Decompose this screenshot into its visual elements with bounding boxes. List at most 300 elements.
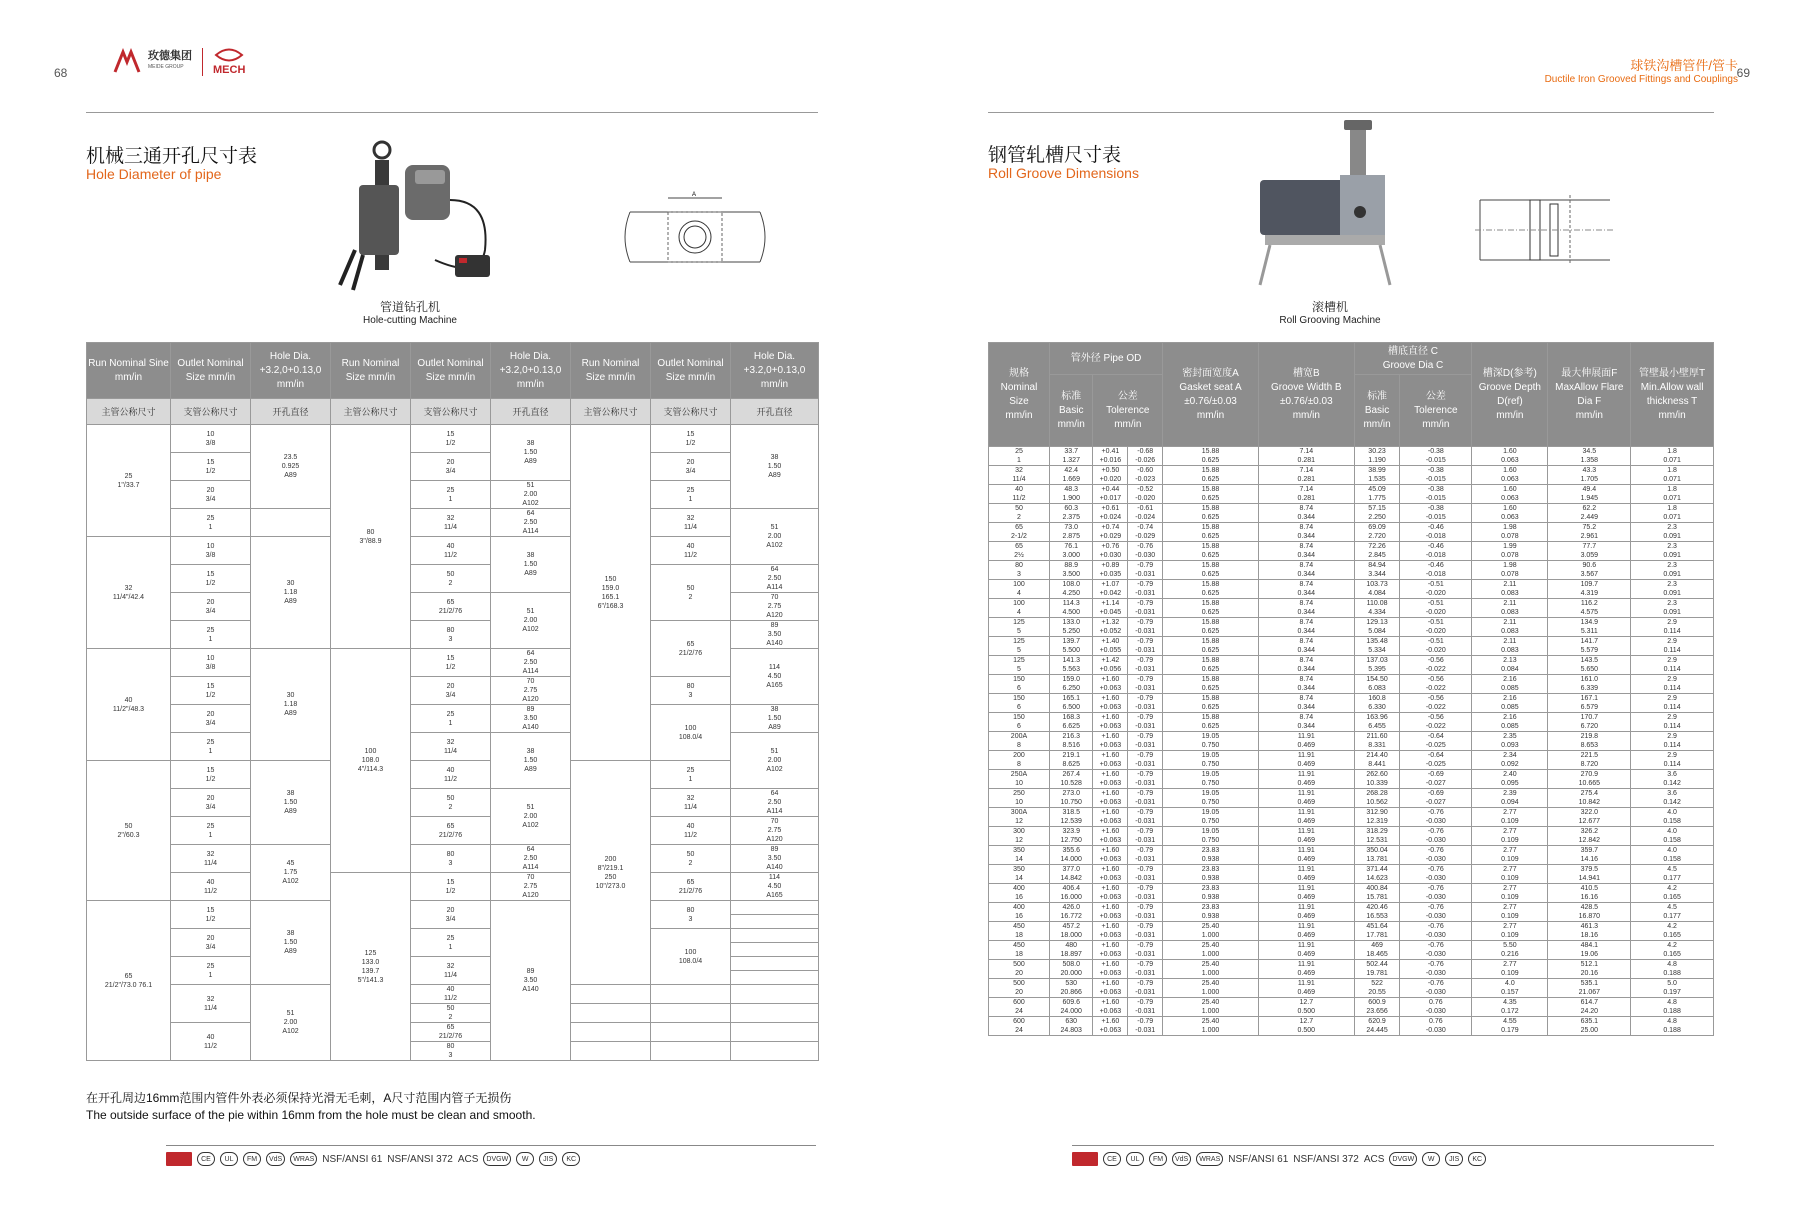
table-row xyxy=(989,580,1714,599)
left-header-0: Run Nominal Sine mm/in xyxy=(87,343,171,399)
table-cell: 64 2.50 A114 xyxy=(731,789,819,817)
cert-w-icon: W xyxy=(516,1152,534,1166)
table-cell: 15.88 0.625 xyxy=(1163,656,1259,675)
table-cell: 15.88 0.625 xyxy=(1163,542,1259,561)
col-c-basic: 标准 Basic mm/in xyxy=(1354,375,1400,447)
brand-en-small: MEIDE GROUP xyxy=(148,64,184,70)
table-cell: +1.60 +0.063 xyxy=(1093,941,1128,960)
table-cell xyxy=(651,1023,731,1042)
table-cell: 163.96 6.455 xyxy=(1354,713,1400,732)
table-cell: 50 2 xyxy=(411,789,491,817)
table-cell: +1.60 +0.063 xyxy=(1093,884,1128,903)
table-cell: 2.16 0.085 xyxy=(1472,694,1548,713)
table-cell: 103.73 4.084 xyxy=(1354,580,1400,599)
cert-nsf-ansi-372-icon: NSF/ANSI 372 xyxy=(387,1153,453,1165)
table-cell: 2.9 0.114 xyxy=(1631,694,1714,713)
table-cell: +1.60 +0.063 xyxy=(1093,846,1128,865)
table-cell: 2.35 0.093 xyxy=(1472,732,1548,751)
cert-ul-icon: UL xyxy=(220,1152,238,1166)
table-cell: 4.5 0.177 xyxy=(1631,903,1714,922)
table-cell: +1.60 +0.063 xyxy=(1093,979,1128,998)
table-cell: 400.84 15.781 xyxy=(1354,884,1400,903)
table-row xyxy=(87,509,819,523)
table-cell: +1.07 +0.042 xyxy=(1093,580,1128,599)
table-cell: 7.14 0.281 xyxy=(1258,485,1354,504)
table-cell: -0.64 -0.025 xyxy=(1400,751,1472,770)
table-cell: 4.8 0.188 xyxy=(1631,960,1714,979)
table-cell: 159.0 6.250 xyxy=(1049,675,1093,694)
section-header-zh: 球铁沟槽管件/管卡 xyxy=(1630,58,1738,73)
table-cell: -0.79 -0.031 xyxy=(1128,675,1163,694)
table-cell: 11.91 0.469 xyxy=(1258,751,1354,770)
table-row xyxy=(87,845,819,859)
left-subheader-1: 支管公称尺寸 xyxy=(171,399,251,425)
table-cell: 150 159.0 165.1 6"/168.3 xyxy=(571,425,651,761)
table-cell: 371.44 14.623 xyxy=(1354,865,1400,884)
table-cell: +1.60 +0.063 xyxy=(1093,675,1128,694)
table-cell: 32 11/4 xyxy=(171,845,251,873)
table-cell: 2.9 0.114 xyxy=(1631,713,1714,732)
table-cell: 250A 10 xyxy=(989,770,1050,789)
table-cell: -0.76 -0.030 xyxy=(1400,865,1472,884)
table-cell: -0.76 -0.030 xyxy=(1400,884,1472,903)
table-cell xyxy=(251,509,331,537)
left-subheader-2: 开孔直径 xyxy=(251,399,331,425)
left-header-5: Hole Dia. +3.2,0+0.13,0 mm/in xyxy=(491,343,571,399)
table-cell: 10 3/8 xyxy=(171,425,251,453)
table-cell: +0.50 +0.020 xyxy=(1093,466,1128,485)
table-cell: 600 24 xyxy=(989,998,1050,1017)
table-cell: 160.8 6.330 xyxy=(1354,694,1400,713)
table-cell xyxy=(651,1042,731,1061)
table-cell: 11.91 0.469 xyxy=(1258,922,1354,941)
table-cell: 168.3 6.625 xyxy=(1049,713,1093,732)
table-cell: 20 3/4 xyxy=(411,901,491,929)
table-cell: 273.0 10.750 xyxy=(1049,789,1093,808)
table-cell: 267.4 10.528 xyxy=(1049,770,1093,789)
table-row xyxy=(989,751,1714,770)
table-cell: 2.77 0.109 xyxy=(1472,846,1548,865)
table-cell: 2.77 0.109 xyxy=(1472,865,1548,884)
table-cell: 50 2 xyxy=(411,565,491,593)
table-cell: 64 2.50 A114 xyxy=(491,845,571,873)
table-cell: 43.3 1.705 xyxy=(1548,466,1631,485)
table-cell: -0.60 -0.023 xyxy=(1128,466,1163,485)
table-cell: 25.40 1.000 xyxy=(1163,979,1259,998)
table-cell: 65 21/2"/73.0 76.1 xyxy=(87,901,171,1061)
cert-acs-icon: ACS xyxy=(1363,1153,1385,1165)
table-row xyxy=(989,922,1714,941)
table-cell xyxy=(731,1004,819,1023)
table-cell: 1.60 0.063 xyxy=(1472,447,1548,466)
table-cell: 20 3/4 xyxy=(171,929,251,957)
table-cell: 165.1 6.500 xyxy=(1049,694,1093,713)
brand-cn: 玫德集团 xyxy=(148,50,192,62)
table-cell: 8.74 0.344 xyxy=(1258,713,1354,732)
table-cell: 426.0 16.772 xyxy=(1049,903,1093,922)
table-cell: +0.44 +0.017 xyxy=(1093,485,1128,504)
table-cell: 323.9 12.750 xyxy=(1049,827,1093,846)
table-cell: 80 3 xyxy=(411,1042,491,1061)
page-number-left: 68 xyxy=(54,66,68,80)
table-cell: 32 11/4 xyxy=(651,509,731,537)
table-cell: 114.3 4.500 xyxy=(1049,599,1093,618)
table-cell: 65 21/2/76 xyxy=(651,621,731,677)
table-cell: 5.0 0.197 xyxy=(1631,979,1714,998)
table-cell: 214.40 8.441 xyxy=(1354,751,1400,770)
table-cell: -0.74 -0.029 xyxy=(1128,523,1163,542)
cert-strip-left xyxy=(166,1152,580,1166)
table-cell: 2.77 0.109 xyxy=(1472,903,1548,922)
table-cell: 80 3 xyxy=(411,845,491,873)
table-cell: 25 1 xyxy=(411,705,491,733)
table-cell: 34.5 1.358 xyxy=(1548,447,1631,466)
table-cell: 32 11/4 xyxy=(989,466,1050,485)
table-cell: 23.5 0.925 A89 xyxy=(251,425,331,509)
table-cell: -0.76 -0.030 xyxy=(1400,979,1472,998)
table-row xyxy=(989,504,1714,523)
table-cell: 11.91 0.469 xyxy=(1258,979,1354,998)
left-subheader-8: 开孔直径 xyxy=(731,399,819,425)
table-cell: 150 6 xyxy=(989,713,1050,732)
table-cell: 600.9 23.656 xyxy=(1354,998,1400,1017)
table-cell: -0.76 -0.030 xyxy=(1400,941,1472,960)
table-cell: 15 1/2 xyxy=(411,873,491,901)
table-cell: 25 1 xyxy=(411,929,491,957)
table-cell: 8.74 0.344 xyxy=(1258,542,1354,561)
table-cell: 221.5 8.720 xyxy=(1548,751,1631,770)
table-cell: 318.5 12.539 xyxy=(1049,808,1093,827)
cert-fm-icon: FM xyxy=(1149,1152,1167,1166)
table-row xyxy=(989,732,1714,751)
table-cell: +1.60 +0.063 xyxy=(1093,998,1128,1017)
table-cell: 20 3/4 xyxy=(411,677,491,705)
table-cell: 64 2.50 A114 xyxy=(491,649,571,677)
table-cell: 326.2 12.842 xyxy=(1548,827,1631,846)
table-cell: 4.0 0.158 xyxy=(1631,846,1714,865)
table-cell: 7.14 0.281 xyxy=(1258,447,1354,466)
table-cell: 42.4 1.669 xyxy=(1049,466,1093,485)
table-cell: 40 11/2 xyxy=(651,537,731,565)
table-cell: 11.91 0.469 xyxy=(1258,903,1354,922)
table-cell: -0.76 -0.030 xyxy=(1128,542,1163,561)
table-cell: 11.91 0.469 xyxy=(1258,789,1354,808)
table-cell: 2.77 0.109 xyxy=(1472,884,1548,903)
table-cell: 25 1 xyxy=(411,481,491,509)
left-header-1: Outlet Nominal Size mm/in xyxy=(171,343,251,399)
table-cell: 15.88 0.625 xyxy=(1163,713,1259,732)
table-row xyxy=(87,901,819,915)
table-cell: 4.5 0.177 xyxy=(1631,865,1714,884)
table-cell: 75.2 2.961 xyxy=(1548,523,1631,542)
table-cell: 2.3 0.091 xyxy=(1631,523,1714,542)
table-cell: 268.28 10.562 xyxy=(1354,789,1400,808)
table-cell: 15.88 0.625 xyxy=(1163,523,1259,542)
table-row xyxy=(87,565,819,579)
table-cell: 25 1 xyxy=(171,509,251,537)
table-row xyxy=(989,713,1714,732)
table-cell: 25 1 xyxy=(651,481,731,509)
table-cell: 216.3 8.516 xyxy=(1049,732,1093,751)
table-cell: +1.40 +0.055 xyxy=(1093,637,1128,656)
table-cell: 69.09 2.720 xyxy=(1354,523,1400,542)
table-cell: 65 21/2/76 xyxy=(411,817,491,845)
table-row xyxy=(989,618,1714,637)
table-cell: 11.91 0.469 xyxy=(1258,827,1354,846)
table-cell: +1.32 +0.052 xyxy=(1093,618,1128,637)
table-row xyxy=(989,770,1714,789)
table-cell: 480 18.897 xyxy=(1049,941,1093,960)
cert-nsf-ansi-61-icon: NSF/ANSI 61 xyxy=(322,1153,383,1165)
left-header-6: Run Nominal Size mm/in xyxy=(571,343,651,399)
table-cell: 4.35 0.172 xyxy=(1472,998,1548,1017)
table-cell: 30 1.18 A89 xyxy=(251,537,331,649)
table-cell xyxy=(571,1023,651,1042)
machine-caption-en: Hole-cutting Machine xyxy=(363,315,457,326)
table-cell: 11.91 0.469 xyxy=(1258,941,1354,960)
table-cell: -0.52 -0.020 xyxy=(1128,485,1163,504)
table-cell: -0.51 -0.020 xyxy=(1400,637,1472,656)
table-cell: -0.79 -0.031 xyxy=(1128,770,1163,789)
table-cell: 219.1 8.625 xyxy=(1049,751,1093,770)
table-cell: 15 1/2 xyxy=(171,677,251,705)
table-cell: 25.40 1.000 xyxy=(1163,998,1259,1017)
table-cell: -0.79 -0.031 xyxy=(1128,713,1163,732)
cert-vds-icon: VdS xyxy=(1172,1152,1191,1166)
table-cell: 0.76 -0.030 xyxy=(1400,998,1472,1017)
table-cell: 134.9 5.311 xyxy=(1548,618,1631,637)
table-cell: -0.79 -0.031 xyxy=(1128,846,1163,865)
table-cell: 500 20 xyxy=(989,979,1050,998)
table-cell: 33.7 1.327 xyxy=(1049,447,1093,466)
table-cell: -0.79 -0.031 xyxy=(1128,903,1163,922)
hole-diagram xyxy=(620,190,770,280)
table-cell: -0.79 -0.031 xyxy=(1128,694,1163,713)
table-cell: 8.74 0.344 xyxy=(1258,694,1354,713)
table-cell: 143.5 5.650 xyxy=(1548,656,1631,675)
mech-logo-icon xyxy=(214,48,244,62)
table-cell: 65 21/2/76 xyxy=(411,1023,491,1042)
table-cell: 15.88 0.625 xyxy=(1163,466,1259,485)
table-cell: 40 11/2 xyxy=(411,985,491,1004)
table-row xyxy=(87,677,819,691)
table-row xyxy=(87,537,819,551)
table-cell: 90.6 3.567 xyxy=(1548,561,1631,580)
table-cell: 50 2 xyxy=(651,565,731,621)
table-cell: 4.0 0.157 xyxy=(1472,979,1548,998)
cert-kc-icon: KC xyxy=(562,1152,580,1166)
table-cell: 2.9 0.114 xyxy=(1631,732,1714,751)
cert-strip-right xyxy=(1072,1152,1486,1166)
table-cell: 20 3/4 xyxy=(411,453,491,481)
right-page xyxy=(900,0,1800,1221)
groove-diagram xyxy=(1470,190,1620,270)
table-cell: 1.98 0.078 xyxy=(1472,523,1548,542)
table-cell: 89 3.50 A140 xyxy=(731,845,819,873)
table-cell: +1.60 +0.063 xyxy=(1093,960,1128,979)
table-cell: 2.9 0.114 xyxy=(1631,675,1714,694)
table-cell: -0.69 -0.027 xyxy=(1400,789,1472,808)
table-cell xyxy=(571,985,651,1004)
table-cell: -0.61 -0.024 xyxy=(1128,504,1163,523)
table-row xyxy=(989,941,1714,960)
table-cell: 318.29 12.531 xyxy=(1354,827,1400,846)
table-cell: +1.60 +0.063 xyxy=(1093,922,1128,941)
table-cell: 11.91 0.469 xyxy=(1258,960,1354,979)
table-cell: 40 11/2 xyxy=(411,537,491,565)
table-cell: 80 3 xyxy=(651,901,731,929)
hole-cutting-machine-photo xyxy=(335,140,505,295)
left-subheader-4: 支管公称尺寸 xyxy=(411,399,491,425)
table-cell xyxy=(651,1004,731,1023)
table-cell: 461.3 18.16 xyxy=(1548,922,1631,941)
table-cell: 32 11/4 xyxy=(171,985,251,1023)
table-cell: 15.88 0.625 xyxy=(1163,580,1259,599)
brand-mech: MECH xyxy=(213,64,246,76)
table-cell: 8.74 0.344 xyxy=(1258,561,1354,580)
table-cell: 23.83 0.938 xyxy=(1163,865,1259,884)
machine-caption-zh: 管道钻孔机 xyxy=(379,300,440,314)
table-cell: 154.50 6.083 xyxy=(1354,675,1400,694)
cert-nsf-ansi-61-icon: NSF/ANSI 61 xyxy=(1228,1153,1289,1165)
table-cell: 428.5 16.870 xyxy=(1548,903,1631,922)
table-cell xyxy=(731,985,819,1004)
table-cell: 379.5 14.941 xyxy=(1548,865,1631,884)
table-cell: 2.34 0.092 xyxy=(1472,751,1548,770)
table-cell: +1.60 +0.063 xyxy=(1093,694,1128,713)
cert-nsf-ansi-372-icon: NSF/ANSI 372 xyxy=(1293,1153,1359,1165)
table-row xyxy=(989,1017,1714,1036)
table-cell: 38 1.50 A89 xyxy=(251,761,331,845)
table-cell: 15.88 0.625 xyxy=(1163,599,1259,618)
table-cell: 15.88 0.625 xyxy=(1163,447,1259,466)
table-cell: 40 11/2 xyxy=(171,873,251,901)
left-header-8: Hole Dia. +3.2,0+0.13,0 mm/in xyxy=(731,343,819,399)
table-cell: 38 1.50 A89 xyxy=(491,425,571,481)
machine-caption-zh-right: 滚槽机 xyxy=(1311,300,1348,314)
table-cell: 23.83 0.938 xyxy=(1163,903,1259,922)
left-subheader-6: 主管公称尺寸 xyxy=(571,399,651,425)
table-cell xyxy=(731,1023,819,1042)
table-cell: 40 11/2"/48.3 xyxy=(87,649,171,761)
table-cell: 40 11/2 xyxy=(989,485,1050,504)
table-cell: -0.51 -0.020 xyxy=(1400,599,1472,618)
table-cell: -0.56 -0.022 xyxy=(1400,675,1472,694)
cert-ul-icon: UL xyxy=(1126,1152,1144,1166)
table-cell: 11.91 0.469 xyxy=(1258,808,1354,827)
col-size: 规格 Nominal Size mm/in xyxy=(989,343,1050,447)
table-cell: 25 1 xyxy=(989,447,1050,466)
table-cell: -0.79 -0.031 xyxy=(1128,1017,1163,1036)
table-cell: -0.38 -0.015 xyxy=(1400,504,1472,523)
table-cell: 141.7 5.579 xyxy=(1548,637,1631,656)
table-cell xyxy=(731,915,819,929)
table-cell: -0.76 -0.030 xyxy=(1400,846,1472,865)
table-cell: 15 1/2 xyxy=(171,761,251,789)
table-cell: 150 6 xyxy=(989,675,1050,694)
table-cell: 457.2 18.000 xyxy=(1049,922,1093,941)
table-cell: 377.0 14.842 xyxy=(1049,865,1093,884)
table-row xyxy=(989,599,1714,618)
table-cell: 25 1"/33.7 xyxy=(87,425,171,537)
table-cell: -0.79 -0.031 xyxy=(1128,808,1163,827)
table-cell: 2.77 0.109 xyxy=(1472,960,1548,979)
table-cell: 350.04 13.781 xyxy=(1354,846,1400,865)
table-cell: -0.79 -0.031 xyxy=(1128,979,1163,998)
cert-wras-icon: WRAS xyxy=(290,1152,317,1166)
table-cell: -0.56 -0.022 xyxy=(1400,694,1472,713)
table-row xyxy=(87,873,819,887)
table-cell: 32 11/4 xyxy=(411,957,491,985)
table-cell: 1.8 0.071 xyxy=(1631,466,1714,485)
table-cell: 125 133.0 139.7 5"/141.3 xyxy=(331,873,411,1061)
table-cell: 89 3.50 A140 xyxy=(491,901,571,1061)
table-cell: 508.0 20.000 xyxy=(1049,960,1093,979)
table-cell: +1.60 +0.063 xyxy=(1093,808,1128,827)
table-cell: +1.60 +0.063 xyxy=(1093,789,1128,808)
table-cell: 2.77 0.109 xyxy=(1472,827,1548,846)
table-cell: 5.50 0.216 xyxy=(1472,941,1548,960)
table-cell: 635.1 25.00 xyxy=(1548,1017,1631,1036)
table-cell: 15.88 0.625 xyxy=(1163,504,1259,523)
cert-jis-icon: JIS xyxy=(539,1152,557,1166)
table-cell: 512.1 20.16 xyxy=(1548,960,1631,979)
table-cell: -0.79 -0.031 xyxy=(1128,751,1163,770)
table-cell: 25 1 xyxy=(651,761,731,789)
table-cell: 4.55 0.179 xyxy=(1472,1017,1548,1036)
table-cell: 38 1.50 A89 xyxy=(731,705,819,733)
table-cell: +1.60 +0.063 xyxy=(1093,751,1128,770)
table-cell: -0.76 -0.030 xyxy=(1400,827,1472,846)
table-row xyxy=(989,979,1714,998)
table-cell: 76.1 3.000 xyxy=(1049,542,1093,561)
col-gasket-a: 密封面宽度A Gasket seat A ±0.76/±0.03 mm/in xyxy=(1163,343,1259,447)
table-cell: 40 11/2 xyxy=(171,1023,251,1061)
table-cell xyxy=(571,1004,651,1023)
table-cell: -0.76 -0.030 xyxy=(1400,808,1472,827)
table-cell: 88.9 3.500 xyxy=(1049,561,1093,580)
table-cell: -0.46 -0.018 xyxy=(1400,542,1472,561)
table-cell: -0.79 -0.031 xyxy=(1128,732,1163,751)
left-header-4: Outlet Nominal Size mm/in xyxy=(411,343,491,399)
table-cell: 15 1/2 xyxy=(171,901,251,929)
table-cell: 50 2 xyxy=(651,845,731,873)
table-cell: 535.1 21.067 xyxy=(1548,979,1631,998)
table-cell: 2.9 0.114 xyxy=(1631,618,1714,637)
table-cell: -0.76 -0.030 xyxy=(1400,903,1472,922)
table-cell: 8.74 0.344 xyxy=(1258,675,1354,694)
table-cell: 2.3 0.091 xyxy=(1631,542,1714,561)
col-groove-width-b: 槽宽B Groove Width B ±0.76/±0.03 mm/in xyxy=(1258,343,1354,447)
table-cell: 32 11/4 xyxy=(411,509,491,537)
diagram-label-a: A xyxy=(692,192,697,198)
table-cell: 51 2.00 A102 xyxy=(491,789,571,845)
table-row xyxy=(989,466,1714,485)
table-cell: 51 2.00 A102 xyxy=(491,481,571,509)
table-cell: 270.9 10.665 xyxy=(1548,770,1631,789)
roll-grooving-machine-photo xyxy=(1250,120,1410,290)
table-cell: 2.16 0.085 xyxy=(1472,675,1548,694)
table-row xyxy=(87,621,819,635)
table-cell: 2.77 0.109 xyxy=(1472,808,1548,827)
table-cell: 15 1/2 xyxy=(171,565,251,593)
table-row xyxy=(989,637,1714,656)
table-cell: -0.79 -0.031 xyxy=(1128,827,1163,846)
table-cell: 100 108.0/4 xyxy=(651,929,731,985)
table-cell: 200A 8 xyxy=(989,732,1050,751)
table-cell: 38.99 1.535 xyxy=(1354,466,1400,485)
table-cell: 300 12 xyxy=(989,827,1050,846)
